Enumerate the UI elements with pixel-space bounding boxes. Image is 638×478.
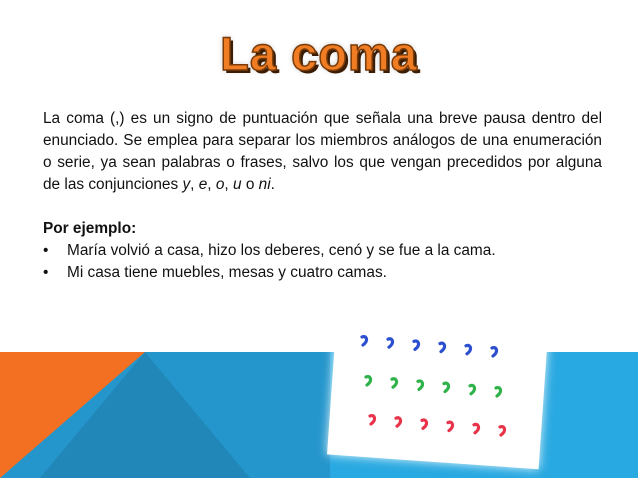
example-text: Mi casa tiene muebles, mesas y cuatro camas. (67, 264, 387, 281)
comma-row-red (370, 416, 505, 435)
separator: , (224, 176, 233, 193)
comma-red-icon (370, 416, 375, 424)
comma-green-icon (418, 381, 423, 389)
slide-title: La coma (220, 27, 418, 80)
comma-green-icon (366, 377, 371, 385)
conjunction-o: o (215, 176, 225, 193)
conjunction-u: u (232, 176, 242, 193)
comma-blue-icon (362, 337, 367, 345)
comma-row-green (366, 377, 501, 396)
comma-green-icon (496, 388, 501, 396)
paragraph-main-text: La coma (,) es un signo de puntuación que señala una breve pausa dentro del enunciado. Se emplea para separar los miembros análogos de una enumeración o serie, ya sean palabras o frases, salvo los que vengan precedidos por alguna de las conjunciones (43, 110, 602, 193)
comma-blue-icon (414, 341, 419, 349)
comma-green-icon (392, 379, 397, 387)
conjunction-e: e (198, 176, 208, 193)
comma-row-blue (362, 337, 497, 356)
separator: o (241, 176, 259, 193)
example-text: María volvió a casa, hizo los deberes, cenó y se fue a la cama. (67, 242, 496, 259)
bullet: • (43, 264, 49, 281)
comma-blue-icon (388, 339, 393, 347)
comma-blue-icon (440, 343, 445, 351)
paragraph-end: . (270, 176, 275, 193)
separator: , (190, 176, 199, 193)
comma-red-icon (396, 418, 401, 426)
comma-red-icon (448, 422, 453, 430)
bullet: • (43, 242, 49, 259)
comma-red-icon (422, 420, 427, 428)
conjunction-ni: ni (258, 176, 271, 193)
conjunction-y: y (182, 176, 191, 193)
comma-green-icon (470, 385, 475, 393)
example-heading: Por ejemplo: (43, 220, 137, 237)
separator: , (207, 176, 216, 193)
comma-blue-icon (492, 348, 497, 356)
comma-red-icon (500, 427, 505, 435)
comma-green-icon (444, 383, 449, 391)
comma-blue-icon (466, 345, 471, 353)
comma-red-icon (474, 424, 479, 432)
